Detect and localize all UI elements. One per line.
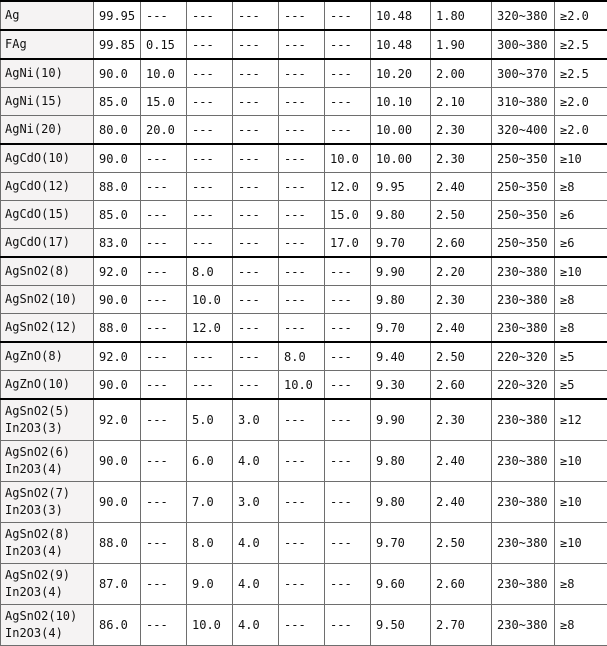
- table-cell: ---: [325, 1, 371, 30]
- table-cell: ---: [279, 314, 325, 343]
- material-name-line: AgNi(15): [5, 94, 63, 108]
- table-cell: 300~380: [492, 30, 555, 59]
- material-name-cell: [1, 1, 94, 30]
- material-name-cell: [1, 523, 94, 564]
- table-cell: ---: [233, 286, 279, 314]
- table-cell: 90.0: [94, 371, 141, 400]
- table-cell: 0.15: [141, 30, 187, 59]
- table-cell: 99.85: [94, 30, 141, 59]
- table-row: [1, 482, 607, 523]
- table-cell: 15.0: [325, 201, 371, 229]
- table-cell: 9.0: [187, 564, 233, 605]
- material-name-cell: [1, 173, 94, 201]
- material-name-cell: [1, 144, 94, 173]
- table-cell: ---: [325, 314, 371, 343]
- table-cell: ---: [141, 229, 187, 258]
- material-name-cell: [1, 482, 94, 523]
- table-row: [1, 286, 607, 314]
- table-cell: 9.40: [371, 342, 431, 371]
- table-cell: ---: [279, 257, 325, 286]
- table-cell: ---: [141, 482, 187, 523]
- table-row: [1, 257, 607, 286]
- material-name-cell: [1, 116, 94, 145]
- table-cell: ---: [187, 229, 233, 258]
- table-cell: ---: [141, 342, 187, 371]
- table-cell: ---: [187, 1, 233, 30]
- table-cell: 90.0: [94, 441, 141, 482]
- material-name-line: AgCdO(15): [5, 207, 71, 221]
- table-cell: ---: [233, 116, 279, 145]
- material-name-line: In2O3(4): [5, 544, 63, 558]
- table-cell: 220~320: [492, 371, 555, 400]
- table-cell: ≥6: [555, 229, 607, 258]
- table-cell: ---: [187, 59, 233, 88]
- material-name-line: AgSnO2(5): [5, 404, 71, 418]
- table-cell: ---: [233, 257, 279, 286]
- table-cell: 87.0: [94, 564, 141, 605]
- table-cell: ---: [279, 441, 325, 482]
- table-cell: ---: [325, 30, 371, 59]
- table-row: [1, 229, 607, 258]
- table-cell: 86.0: [94, 605, 141, 646]
- table-cell: ---: [325, 286, 371, 314]
- table-cell: ---: [279, 59, 325, 88]
- table-cell: ---: [233, 30, 279, 59]
- table-cell: ---: [279, 1, 325, 30]
- material-name-cell: [1, 286, 94, 314]
- material-name-cell: [1, 342, 94, 371]
- material-name-line: AgZnO(8): [5, 349, 63, 363]
- table-row: [1, 564, 607, 605]
- table-cell: ---: [279, 116, 325, 145]
- material-name-line: In2O3(3): [5, 421, 63, 435]
- table-cell: 2.20: [431, 257, 492, 286]
- table-cell: ---: [141, 1, 187, 30]
- table-row: [1, 399, 607, 441]
- table-cell: ---: [325, 88, 371, 116]
- table-cell: ---: [187, 144, 233, 173]
- table-cell: 4.0: [233, 523, 279, 564]
- table-cell: 2.50: [431, 523, 492, 564]
- table-cell: 10.20: [371, 59, 431, 88]
- table-cell: 90.0: [94, 482, 141, 523]
- material-name-line: AgCdO(17): [5, 235, 71, 249]
- table-cell: 83.0: [94, 229, 141, 258]
- material-name-cell: [1, 201, 94, 229]
- table-cell: ---: [279, 229, 325, 258]
- table-cell: ≥8: [555, 564, 607, 605]
- table-cell: 10.48: [371, 1, 431, 30]
- table-cell: ---: [187, 201, 233, 229]
- table-cell: 90.0: [94, 59, 141, 88]
- table-cell: ---: [141, 605, 187, 646]
- table-cell: ---: [325, 482, 371, 523]
- table-cell: 2.10: [431, 88, 492, 116]
- table-cell: 2.60: [431, 564, 492, 605]
- table-cell: 2.30: [431, 144, 492, 173]
- table-cell: 230~380: [492, 441, 555, 482]
- table-cell: 2.30: [431, 286, 492, 314]
- table-row: [1, 605, 607, 646]
- table-cell: ---: [141, 286, 187, 314]
- table-cell: 4.0: [233, 564, 279, 605]
- table-cell: 15.0: [141, 88, 187, 116]
- material-name-line: AgSnO2(10): [5, 609, 78, 623]
- table-cell: ---: [141, 441, 187, 482]
- table-cell: 9.60: [371, 564, 431, 605]
- table-cell: 300~370: [492, 59, 555, 88]
- table-cell: ---: [233, 144, 279, 173]
- table-cell: ---: [233, 173, 279, 201]
- material-name-line: AgNi(10): [5, 66, 63, 80]
- table-cell: 9.70: [371, 523, 431, 564]
- table-cell: 3.0: [233, 399, 279, 441]
- table-cell: ---: [233, 371, 279, 400]
- material-name-cell: [1, 399, 94, 441]
- material-name-cell: [1, 564, 94, 605]
- table-cell: 9.95: [371, 173, 431, 201]
- table-cell: 92.0: [94, 342, 141, 371]
- table-cell: 10.00: [371, 116, 431, 145]
- table-cell: 9.50: [371, 605, 431, 646]
- table-cell: 7.0: [187, 482, 233, 523]
- table-cell: ≥2.5: [555, 30, 607, 59]
- material-name-line: In2O3(4): [5, 585, 63, 599]
- material-name-line: Ag: [5, 8, 20, 22]
- table-cell: ---: [279, 564, 325, 605]
- table-cell: 2.60: [431, 371, 492, 400]
- table-cell: 92.0: [94, 257, 141, 286]
- table-cell: ≥5: [555, 371, 607, 400]
- table-cell: 9.90: [371, 257, 431, 286]
- table-cell: ≥2.5: [555, 59, 607, 88]
- table-cell: ---: [279, 605, 325, 646]
- table-cell: 12.0: [325, 173, 371, 201]
- table-cell: ---: [279, 30, 325, 59]
- table-cell: 12.0: [187, 314, 233, 343]
- table-cell: ---: [325, 605, 371, 646]
- material-name-line: AgSnO2(12): [5, 320, 78, 334]
- material-name-line: AgSnO2(10): [5, 292, 78, 306]
- table-cell: ---: [233, 59, 279, 88]
- table-cell: ---: [187, 371, 233, 400]
- table-cell: 2.40: [431, 441, 492, 482]
- table-cell: 250~350: [492, 144, 555, 173]
- material-name-line: AgZnO(10): [5, 377, 71, 391]
- table-cell: ≥8: [555, 605, 607, 646]
- table-cell: ---: [141, 257, 187, 286]
- table-cell: 320~380: [492, 1, 555, 30]
- table-cell: 1.90: [431, 30, 492, 59]
- table-cell: ---: [141, 201, 187, 229]
- table-cell: ≥8: [555, 173, 607, 201]
- table-cell: ---: [279, 399, 325, 441]
- table-cell: 10.0: [141, 59, 187, 88]
- table-cell: 230~380: [492, 564, 555, 605]
- table-cell: ---: [279, 286, 325, 314]
- table-cell: ---: [233, 229, 279, 258]
- table-cell: ---: [233, 314, 279, 343]
- table-cell: 5.0: [187, 399, 233, 441]
- table-cell: 90.0: [94, 144, 141, 173]
- table-cell: 9.30: [371, 371, 431, 400]
- table-cell: 9.80: [371, 441, 431, 482]
- table-cell: ---: [325, 257, 371, 286]
- table-cell: 10.10: [371, 88, 431, 116]
- table-cell: 9.80: [371, 286, 431, 314]
- table-cell: 10.0: [325, 144, 371, 173]
- table-cell: 230~380: [492, 523, 555, 564]
- table-cell: 4.0: [233, 441, 279, 482]
- table-cell: 8.0: [187, 257, 233, 286]
- table-cell: ≥12: [555, 399, 607, 441]
- table-cell: ---: [187, 173, 233, 201]
- table-cell: 85.0: [94, 201, 141, 229]
- table-cell: ---: [325, 342, 371, 371]
- table-cell: 2.50: [431, 201, 492, 229]
- table-cell: 88.0: [94, 314, 141, 343]
- material-name-line: AgSnO2(8): [5, 527, 71, 541]
- table-cell: ≥2.0: [555, 116, 607, 145]
- table-cell: ---: [279, 88, 325, 116]
- table-cell: ---: [187, 30, 233, 59]
- table-row: [1, 59, 607, 88]
- table-cell: 9.80: [371, 482, 431, 523]
- table-cell: 2.40: [431, 482, 492, 523]
- table-row: [1, 30, 607, 59]
- table-cell: 9.80: [371, 201, 431, 229]
- table-cell: ---: [233, 1, 279, 30]
- table-cell: 6.0: [187, 441, 233, 482]
- table-cell: 85.0: [94, 88, 141, 116]
- table-cell: 10.48: [371, 30, 431, 59]
- table-cell: 230~380: [492, 286, 555, 314]
- table-cell: 2.40: [431, 173, 492, 201]
- table-cell: ≥10: [555, 523, 607, 564]
- table-cell: 88.0: [94, 173, 141, 201]
- table-cell: 230~380: [492, 314, 555, 343]
- table-cell: ---: [325, 441, 371, 482]
- table-cell: ---: [279, 201, 325, 229]
- table-cell: 220~320: [492, 342, 555, 371]
- table-cell: 10.0: [279, 371, 325, 400]
- table-cell: ---: [233, 88, 279, 116]
- table-cell: 250~350: [492, 173, 555, 201]
- material-name-line: AgSnO2(9): [5, 568, 71, 582]
- material-name-cell: [1, 605, 94, 646]
- material-name-line: AgSnO2(6): [5, 445, 71, 459]
- table-cell: ---: [141, 564, 187, 605]
- table-cell: 2.30: [431, 116, 492, 145]
- table-cell: ≥2.0: [555, 1, 607, 30]
- table-cell: ≥6: [555, 201, 607, 229]
- table-row: [1, 201, 607, 229]
- table-cell: ≥10: [555, 257, 607, 286]
- table-cell: 10.0: [187, 286, 233, 314]
- table-cell: 2.50: [431, 342, 492, 371]
- table-row: [1, 116, 607, 145]
- table-cell: 4.0: [233, 605, 279, 646]
- table-cell: ---: [279, 144, 325, 173]
- material-name-cell: [1, 371, 94, 400]
- table-cell: 2.40: [431, 314, 492, 343]
- table-cell: 9.70: [371, 229, 431, 258]
- material-name-cell: [1, 229, 94, 258]
- table-cell: ---: [279, 173, 325, 201]
- material-name-line: In2O3(4): [5, 626, 63, 640]
- table-cell: 2.60: [431, 229, 492, 258]
- table-cell: ≥10: [555, 441, 607, 482]
- table-cell: ---: [141, 173, 187, 201]
- table-cell: 2.00: [431, 59, 492, 88]
- material-name-line: In2O3(4): [5, 462, 63, 476]
- table-cell: ---: [325, 523, 371, 564]
- table-cell: 99.95: [94, 1, 141, 30]
- table-cell: ≥10: [555, 482, 607, 523]
- table-cell: ≥2.0: [555, 88, 607, 116]
- table-cell: ≥8: [555, 286, 607, 314]
- material-name-line: In2O3(3): [5, 503, 63, 517]
- table-cell: ---: [233, 342, 279, 371]
- table-cell: 10.0: [187, 605, 233, 646]
- table-cell: ≥10: [555, 144, 607, 173]
- table-cell: ---: [279, 523, 325, 564]
- material-name-cell: [1, 59, 94, 88]
- table-cell: ≥5: [555, 342, 607, 371]
- table-cell: 90.0: [94, 286, 141, 314]
- material-name-line: AgSnO2(8): [5, 264, 71, 278]
- table-cell: 92.0: [94, 399, 141, 441]
- table-cell: 9.90: [371, 399, 431, 441]
- table-cell: 230~380: [492, 605, 555, 646]
- table-cell: ---: [141, 144, 187, 173]
- table-cell: 230~380: [492, 482, 555, 523]
- table-row: [1, 314, 607, 343]
- table-row: [1, 88, 607, 116]
- table-cell: ---: [325, 564, 371, 605]
- material-name-cell: [1, 88, 94, 116]
- table-cell: ---: [141, 399, 187, 441]
- material-name-line: FAg: [5, 37, 27, 51]
- table-cell: ---: [141, 371, 187, 400]
- table-cell: 250~350: [492, 229, 555, 258]
- table-cell: 88.0: [94, 523, 141, 564]
- table-cell: ---: [279, 482, 325, 523]
- table-row: [1, 144, 607, 173]
- table-cell: 230~380: [492, 399, 555, 441]
- table-cell: 80.0: [94, 116, 141, 145]
- table-cell: ---: [325, 59, 371, 88]
- table-row: [1, 1, 607, 30]
- material-name-cell: [1, 314, 94, 343]
- table-cell: 17.0: [325, 229, 371, 258]
- material-name-line: AgSnO2(7): [5, 486, 71, 500]
- table-body: [1, 1, 607, 646]
- table-cell: 310~380: [492, 88, 555, 116]
- table-cell: 8.0: [279, 342, 325, 371]
- table-cell: 3.0: [233, 482, 279, 523]
- material-name-cell: [1, 30, 94, 59]
- table-row: [1, 371, 607, 400]
- table-cell: ---: [325, 371, 371, 400]
- table-row: [1, 441, 607, 482]
- material-name-line: AgCdO(10): [5, 151, 71, 165]
- table-cell: ---: [141, 523, 187, 564]
- material-name-cell: [1, 257, 94, 286]
- table-row: [1, 523, 607, 564]
- material-name-line: AgNi(20): [5, 122, 63, 136]
- table-cell: 9.70: [371, 314, 431, 343]
- table-row: [1, 342, 607, 371]
- table-cell: ---: [187, 342, 233, 371]
- material-name-line: AgCdO(12): [5, 179, 71, 193]
- table-cell: 8.0: [187, 523, 233, 564]
- table-cell: 320~400: [492, 116, 555, 145]
- material-name-cell: [1, 441, 94, 482]
- table-cell: ---: [233, 201, 279, 229]
- table-cell: 20.0: [141, 116, 187, 145]
- table-cell: ≥8: [555, 314, 607, 343]
- table-cell: 10.00: [371, 144, 431, 173]
- table-cell: ---: [141, 314, 187, 343]
- table-cell: ---: [325, 116, 371, 145]
- table-cell: ---: [325, 399, 371, 441]
- table-cell: 250~350: [492, 201, 555, 229]
- table-row: [1, 173, 607, 201]
- table-cell: 2.70: [431, 605, 492, 646]
- table-cell: ---: [187, 116, 233, 145]
- table-cell: 1.80: [431, 1, 492, 30]
- table-cell: 230~380: [492, 257, 555, 286]
- table-cell: ---: [187, 88, 233, 116]
- table-cell: 2.30: [431, 399, 492, 441]
